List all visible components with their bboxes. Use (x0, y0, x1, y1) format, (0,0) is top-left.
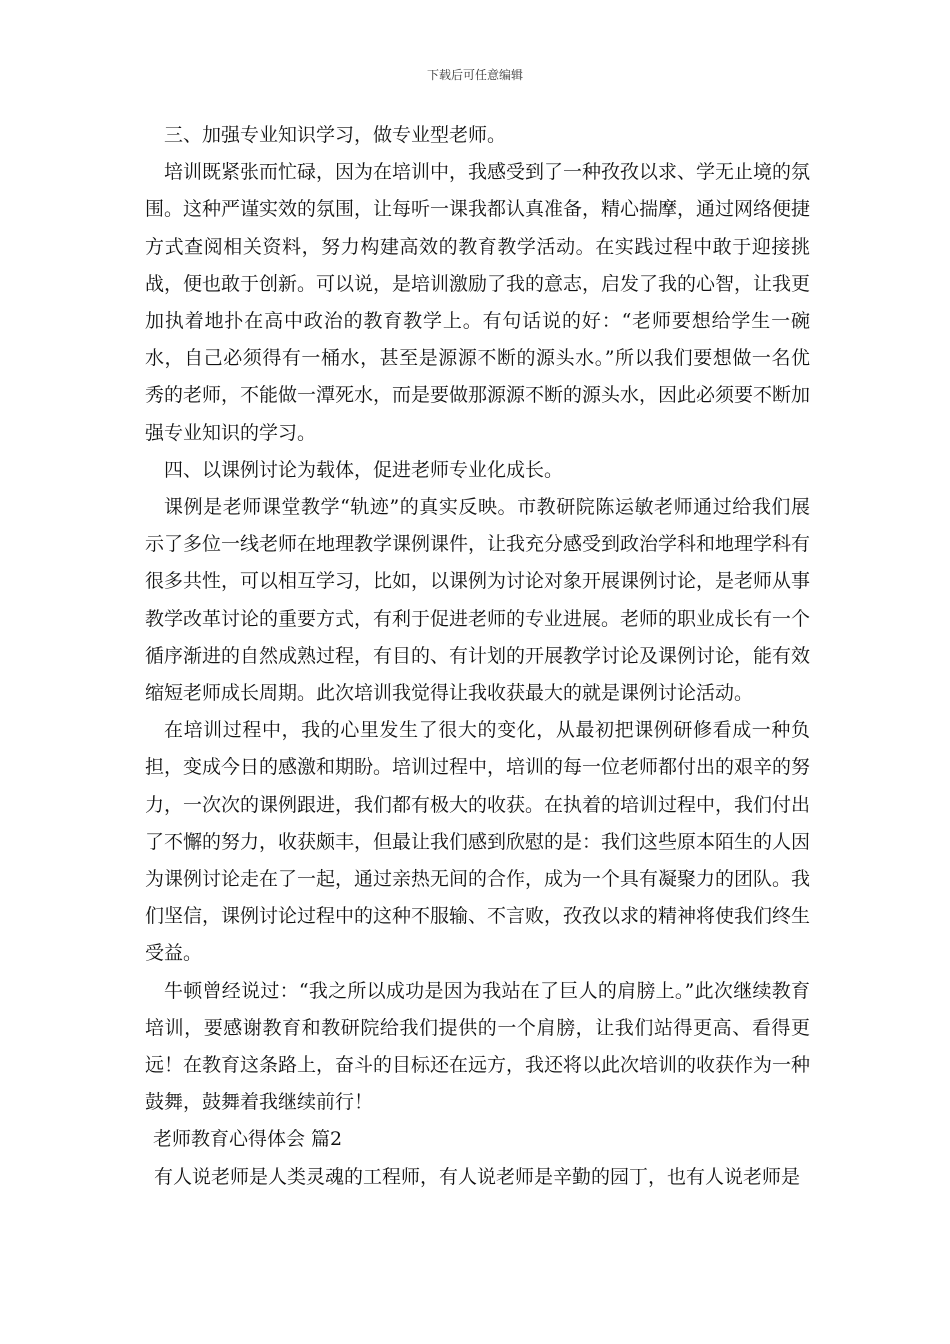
paragraph: 培训既紧张而忙碌，因为在培训中，我感受到了一种孜孜以求、学无止境的氛围。这种严谨实效的氛围，让每听一课我都认真准备，精心揣摩，通过网络便捷方式查阅相关资料，努力构建高效的教育教学活动。在实践过程中敢于迎接挑战，便也敢于创新。可以说，是培训激励了我的意志，启发了我的心智，让我更加执着地扑在高中政治的教育教学上。有句话说的好：“老师要想给学生一碗水，自己必须得有一桶水，甚至是源源不断的源头水。”所以我们要想做一名优秀的老师，不能做一潭死水，而是要做那源源不断的源头水，因此必须要不断加强专业知识的学习。 (145, 161, 811, 444)
paragraph: 课例是老师课堂教学“轨迹”的真实反映。市教研院陈运敏老师通过给我们展示了多位一线老师在地理教学课例课件，让我充分感受到政治学科和地理学科有很多共性，可以相互学习，比如，以课例为讨论对象开展课例讨论，是老师从事教学改革讨论的重要方式，有利于促进老师的专业进展。老师的职业成长有一个循序渐进的自然成熟过程，有目的、有计划的开展教学讨论及课例讨论，能有效缩短老师成长周期。此次培训我觉得让我收获最大的就是课例讨论活动。 (145, 496, 811, 705)
paragraph: 牛顿曾经说过：“我之所以成功是因为我站在了巨人的肩膀上。”此次继续教育培训，要感谢教育和教研院给我们提供的一个肩膀，让我们站得更高、看得更远！在教育这条路上，奋斗的目标还在远方，我还将以此次培训的收获作为一种鼓舞，鼓舞着我继续前行！ (145, 979, 811, 1114)
article-subtitle: 老师教育心得体会 篇2 (153, 1128, 343, 1151)
section-heading-3: 三、加强专业知识学习，做专业型老师。 (164, 124, 507, 146)
section-heading-4: 四、以课例讨论为载体，促进老师专业化成长。 (164, 458, 564, 481)
document-body (145, 117, 810, 1196)
paragraph: 在培训过程中，我的心里发生了很大的变化，从最初把课例研修看成一种负担，变成今日的感激和期盼。培训过程中，培训的每一位老师都付出的艰辛的努力，一次次的课例跟进，我们都有极大的收获。在执着的培训过程中，我们付出了不懈的努力，收获颇丰，但最让我们感到欣慰的是：我们这些原本陌生的人因为课例讨论走在了一起，通过亲热无间的合作，成为一个具有凝聚力的团队。我们坚信，课例讨论过程中的这种不服输、不言败，孜孜以求的精神将使我们终生受益。 (145, 719, 811, 965)
page-header: 下载后可任意编辑 (426, 68, 523, 82)
paragraph: 有人说老师是人类灵魂的工程师，有人说老师是辛勤的园丁，也有人说老师是 (154, 1165, 801, 1188)
